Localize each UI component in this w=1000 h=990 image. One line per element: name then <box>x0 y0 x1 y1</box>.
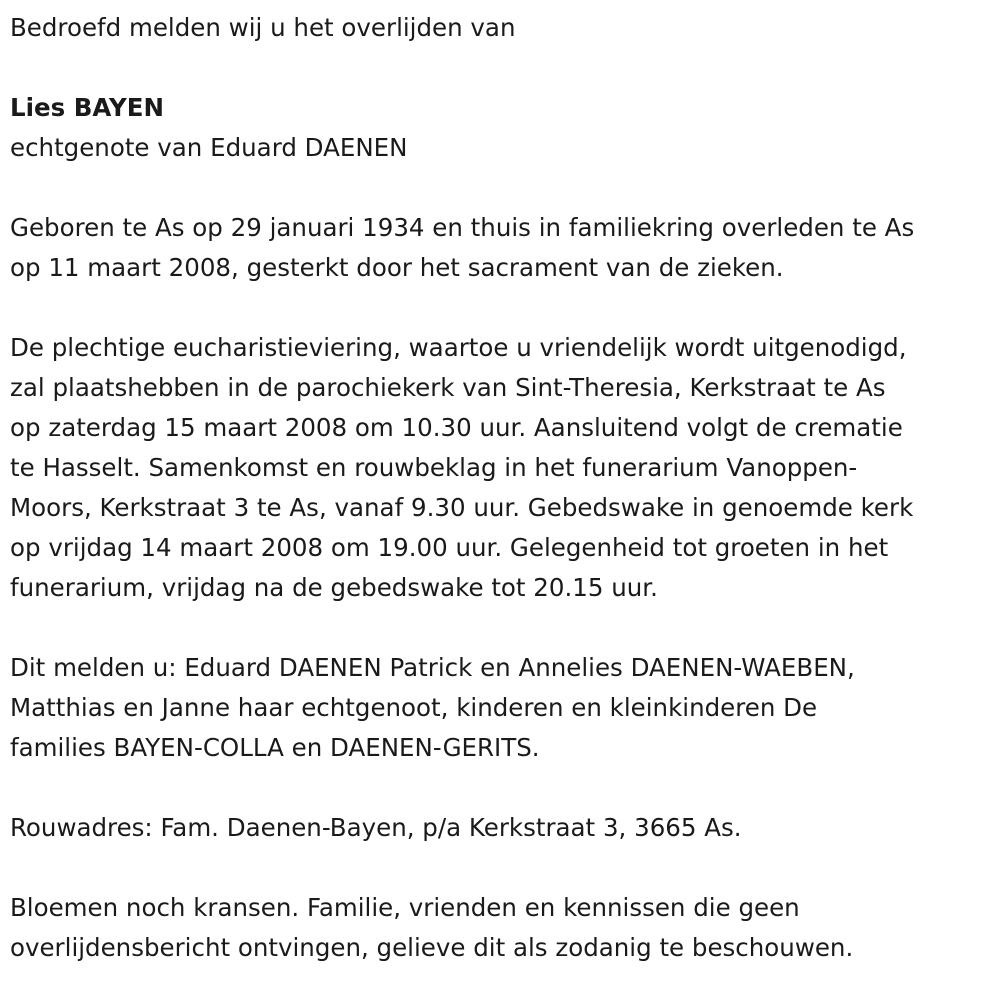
deceased-name: Lies BAYEN <box>10 93 165 122</box>
family-paragraph <box>10 648 1000 768</box>
paragraph-line: families BAYEN-COLLA en DAENEN-GERITS. <box>10 733 540 762</box>
paragraph-line: De plechtige eucharistieviering, waartoe u vriendelijk wordt uitgenodigd, <box>10 333 907 362</box>
paragraph-line: overlijdensbericht ontvingen, gelieve dit als zodanig te beschouwen. <box>10 933 854 962</box>
paragraph-line: te Hasselt. Samenkomst en rouwbeklag in het funerarium Vanoppen- <box>10 453 858 482</box>
paragraph-line: Moors, Kerkstraat 3 te As, vanaf 9.30 uur. Gebedswake in genoemde kerk <box>10 493 914 522</box>
spouse-line: echtgenote van Eduard DAENEN <box>10 133 408 162</box>
paragraph-line: Dit melden u: Eduard DAENEN Patrick en Annelies DAENEN-WAEBEN, <box>10 653 855 682</box>
paragraph-line: funerarium, vrijdag na de gebedswake tot 20.15 uur. <box>10 573 658 602</box>
ceremony-paragraph <box>10 328 1000 608</box>
paragraph-line: Geboren te As op 29 januari 1934 en thuis in familiekring overleden te As <box>10 213 915 242</box>
address-line: Rouwadres: Fam. Daenen-Bayen, p/a Kerkstraat 3, 3665 As. <box>10 813 742 842</box>
paragraph-line: Matthias en Janne haar echtgenoot, kinderen en kleinkinderen De <box>10 693 818 722</box>
paragraph-line: Bloemen noch kransen. Familie, vrienden en kennissen die geen <box>10 893 800 922</box>
flowers-paragraph <box>10 888 1000 968</box>
paragraph-line: op 11 maart 2008, gesterkt door het sacrament van de zieken. <box>10 253 784 282</box>
intro-line: Bedroefd melden wij u het overlijden van <box>10 13 516 42</box>
paragraph-line: zal plaatshebben in de parochiekerk van Sint-Theresia, Kerkstraat te As <box>10 373 886 402</box>
paragraph-line: op vrijdag 14 maart 2008 om 19.00 uur. Gelegenheid tot groeten in het <box>10 533 889 562</box>
paragraph-line: op zaterdag 15 maart 2008 om 10.30 uur. Aansluitend volgt de crematie <box>10 413 903 442</box>
birth-death-paragraph <box>10 208 1000 288</box>
